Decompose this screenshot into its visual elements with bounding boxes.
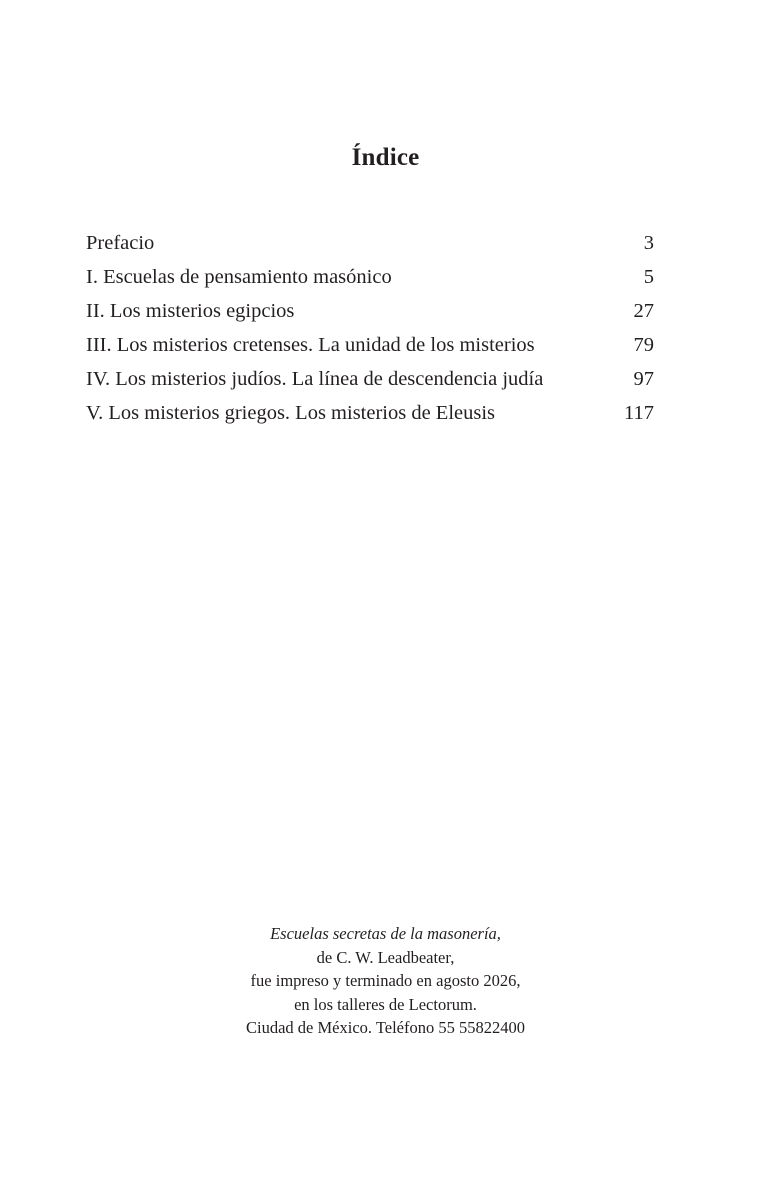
toc-entry-title: III. Los misterios cretenses. La unidad de los misterios [86,334,535,356]
toc-entry-prefacio [86,226,654,260]
colophon-book-title: Escuelas secretas de la masonería, [270,924,501,943]
colophon-author: de C. W. Leadbeater, [316,947,455,967]
toc-entry-chapter-3 [86,328,654,362]
toc-entry-title: IV. Los misterios judíos. La línea de descendencia judía [86,368,544,390]
colophon [0,922,771,1040]
toc-entry-chapter-2 [86,294,654,328]
toc-entry-title: I. Escuelas de pensamiento masónico [86,266,392,288]
toc-entry-page-number: 3 [643,232,654,254]
table-of-contents [86,226,654,430]
colophon-print-date: fue impreso y terminado en agosto 2026, [250,971,521,990]
toc-entry-chapter-4 [86,362,654,396]
colophon-location: Ciudad de México. Teléfono 55 55822400 [246,1018,525,1037]
colophon-workshop: en los talleres de Lectorum. [294,994,477,1014]
toc-entry-page-number: 27 [633,300,654,322]
page-title: Índice [351,144,420,171]
toc-entry-title: Prefacio [86,232,155,254]
toc-entry-page-number: 97 [633,368,654,390]
toc-entry-chapter-5 [86,396,654,430]
toc-entry-page-number: 5 [643,266,654,288]
toc-entry-title: V. Los misterios griegos. Los misterios de Eleusis [86,402,496,424]
toc-entry-page-number: 117 [624,402,654,424]
toc-entry-page-number: 79 [633,334,654,356]
toc-entry-title: II. Los misterios egipcios [86,300,295,322]
toc-entry-chapter-1 [86,260,654,294]
